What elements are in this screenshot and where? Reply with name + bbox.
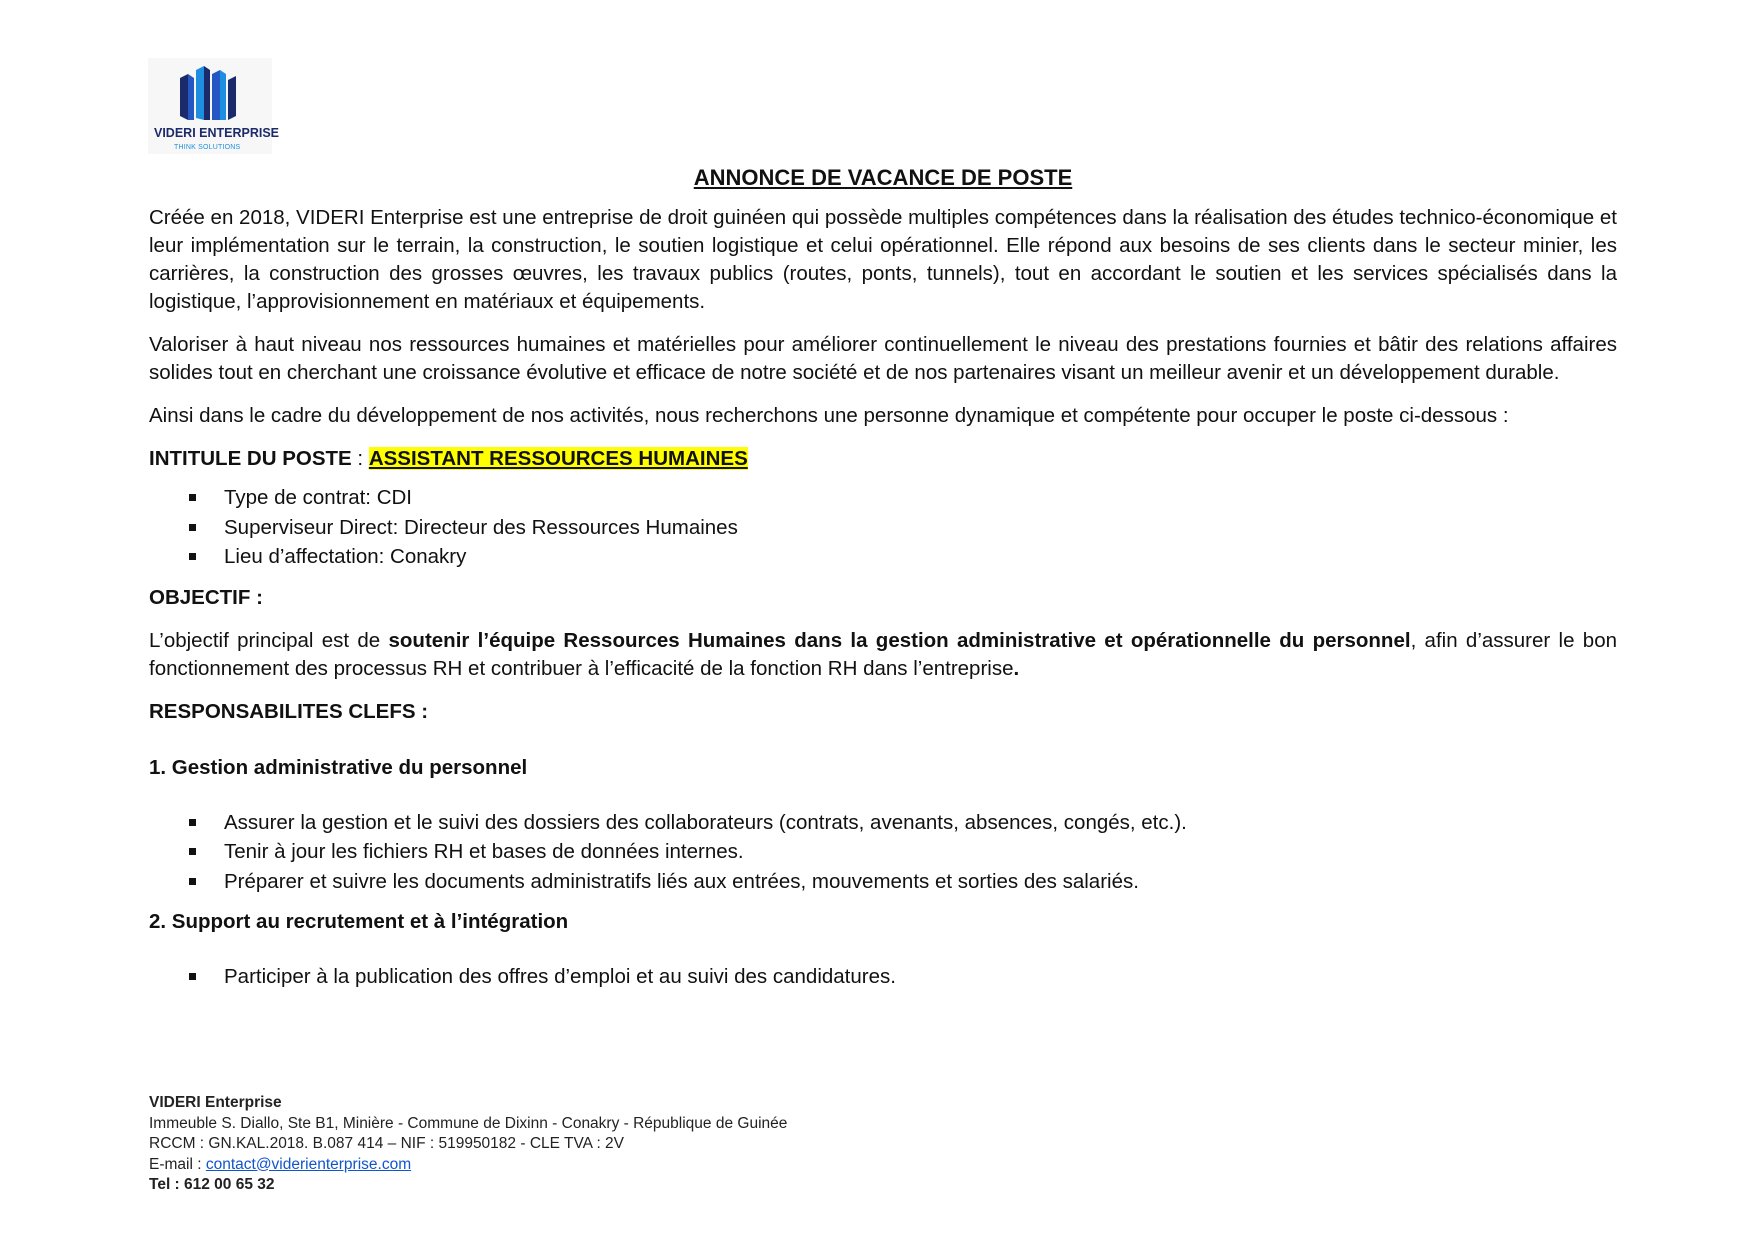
list-item (149, 542, 1617, 572)
responsabilites-heading: RESPONSABILITES CLEFS : (149, 699, 429, 723)
list-item-text: Assurer la gestion et le suivi des dossiers des collaborateurs (contrats, avenants, absences, congés, etc.). (224, 810, 1187, 834)
objectif-text-end: , afin d’assurer le bon fonctionnement des processus RH et contribuer à l’efficacité de la fonction RH dans l’entreprise (149, 628, 1617, 680)
list-item (149, 483, 1617, 513)
footer-tel: Tel : 612 00 65 32 (149, 1176, 275, 1193)
footer-address: Immeuble S. Diallo, Ste B1, Minière - Commune de Dixinn - Conakry - République de Guinée (149, 1114, 788, 1132)
company-logo (148, 58, 280, 154)
intro-paragraph: Ainsi dans le cadre du développement de nos activités, nous recherchons une personne dynamique et compétente pour occuper le poste ci-dessous : (149, 404, 1509, 427)
square-bullet-icon (189, 878, 196, 885)
list-item-text: Préparer et suivre les documents administratifs liés aux entrées, mouvements et sorties des salariés. (224, 869, 1139, 893)
job-title-line (149, 445, 1617, 473)
objectif-text-bold: soutenir l’équipe Ressources Humaines dans la gestion administrative et opérationnelle du personnel (388, 628, 1411, 652)
list-item-text: Tenir à jour les fichiers RH et bases de données internes. (224, 840, 744, 863)
announcement-body (149, 160, 1617, 1004)
list-item-text: Participer à la publication des offres d’emploi et au suivi des candidatures. (224, 965, 896, 988)
intro-paragraph: Créée en 2018, VIDERI Enterprise est une entreprise de droit guinéen qui possède multiples compétences dans la réalisation des études technico-économique et leur implémentation sur le terrain, la construction, le soutien logistique et celui opérationnel. Elle répond aux besoins de ses clients dans le secteur minier, les carrières, la construction des grosses œuvres, les travaux publics (routes, ponts, tunnels), tout en accordant le soutien et les services spécialisés dans la logistique, l’approvisionnement en matériaux et équipements. (149, 206, 1617, 313)
footer-email-line (149, 1155, 787, 1176)
job-title-label: INTITULE DU POSTE (149, 447, 352, 470)
list-item (149, 867, 1617, 897)
objectif-heading: OBJECTIF : (149, 585, 263, 609)
square-bullet-icon (189, 524, 196, 531)
square-bullet-icon (189, 494, 196, 501)
job-details-list (149, 483, 1617, 572)
footer-company: VIDERI Enterprise (149, 1094, 282, 1111)
logo-tagline: THINK SOLUTIONS (174, 144, 241, 151)
list-item (149, 962, 1617, 992)
job-title-separator: : (351, 447, 369, 470)
intro-paragraph: Valoriser à haut niveau nos ressources humaines et matérielles pour améliorer continuellement le niveau des prestations fournies et bâtir des relations affaires solides tout en cherchant une croissance évolutive et efficace de notre société et de nos partenaires visant un meilleur avenir et un développement durable. (149, 333, 1617, 384)
list-item (149, 513, 1617, 543)
section-list (149, 962, 1617, 992)
square-bullet-icon (189, 973, 196, 980)
list-item (149, 808, 1617, 838)
page-title: ANNONCE DE VACANCE DE POSTE (693, 165, 1073, 190)
square-bullet-icon (189, 848, 196, 855)
section-list (149, 808, 1617, 897)
footer-email-label: E-mail : (149, 1155, 206, 1173)
logo-buildings-icon (178, 64, 242, 124)
list-item (149, 837, 1617, 867)
section-heading: 1. Gestion administrative du personnel (149, 755, 528, 779)
objectif-period: . (1013, 656, 1020, 680)
footer-email-link[interactable]: contact@viderienterprise.com (205, 1155, 412, 1173)
section-heading: 2. Support au recrutement et à l’intégration (149, 910, 569, 933)
logo-company-name: VIDERI ENTERPRISE (154, 126, 280, 140)
square-bullet-icon (189, 819, 196, 826)
footer-rccm: RCCM : GN.KAL.2018. B.087 414 – NIF : 519950182 - CLE TVA : 2V (149, 1135, 625, 1152)
objectif-paragraph (149, 627, 1617, 683)
page-footer (149, 1093, 787, 1196)
square-bullet-icon (189, 553, 196, 560)
objectif-text-start: L’objectif principal est de (149, 628, 389, 652)
list-item-text: Superviseur Direct: Directeur des Ressources Humaines (224, 515, 738, 539)
job-title-value: ASSISTANT RESSOURCES HUMAINES (368, 447, 748, 470)
list-item-text: Type de contrat: CDI (224, 486, 413, 509)
list-item-text: Lieu d’affectation: Conakry (224, 545, 467, 568)
